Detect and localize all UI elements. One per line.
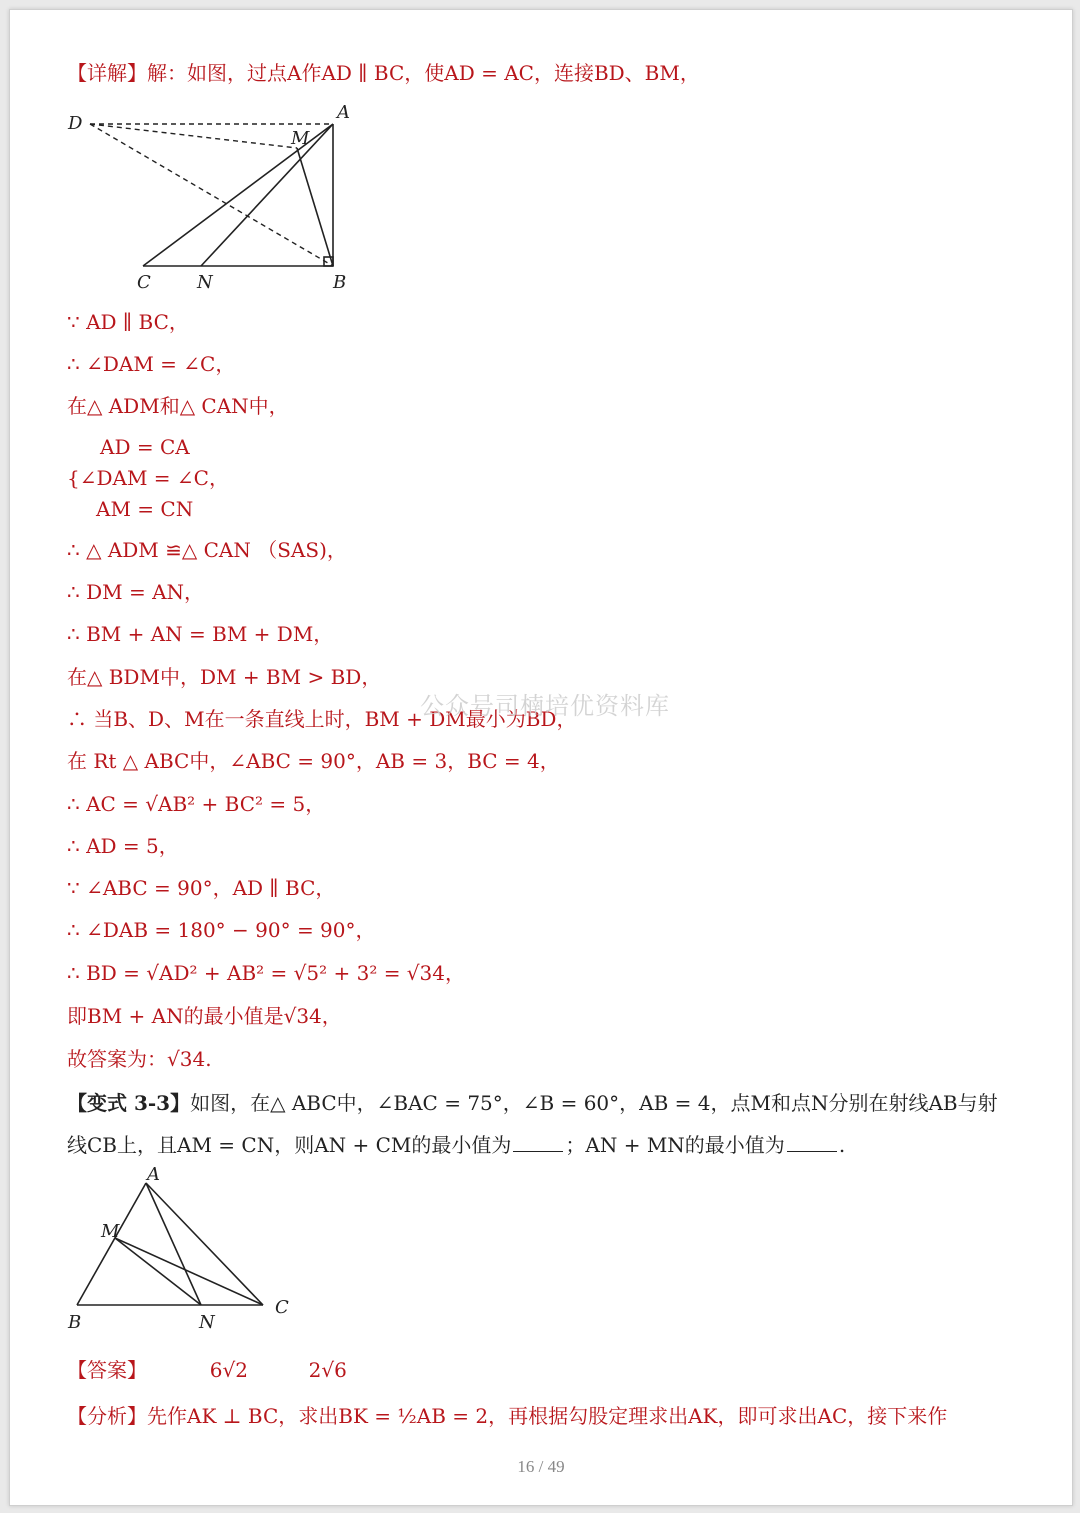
fig1-label-b: B bbox=[333, 272, 347, 293]
answer-tag: 【答案】 bbox=[67, 1358, 147, 1382]
line-6: ∴ △ ADM ≌△ CAN （SAS)， bbox=[67, 538, 347, 562]
document-page bbox=[9, 9, 1073, 1506]
variant-question-line-2 bbox=[67, 1132, 845, 1158]
fig2-label-c: C bbox=[275, 1297, 289, 1318]
line-4: 在△ ADM和△ CAN中， bbox=[67, 394, 289, 418]
answer-blank-2 bbox=[787, 1151, 837, 1152]
fig1-label-m: M bbox=[291, 128, 310, 149]
condition-2: {∠DAM = ∠C， bbox=[67, 466, 229, 490]
line-15: ∴ ∠DAB = 180° − 90° = 90°， bbox=[67, 918, 376, 942]
line-12: ∴ AC = √AB² + BC² = 5， bbox=[67, 792, 326, 816]
line-2: ∵ AD ∥ BC， bbox=[67, 310, 189, 334]
line-7: ∴ DM = AN， bbox=[67, 580, 205, 604]
watermark: 公众号司楠培优资料库 bbox=[420, 692, 670, 720]
variant-text-2b: ；AN + MN的最小值为 bbox=[565, 1133, 785, 1157]
fig2-label-n: N bbox=[199, 1312, 215, 1333]
page-number: 16 / 49 bbox=[517, 1457, 565, 1476]
line-17: 即BM + AN的最小值是√34， bbox=[67, 1004, 342, 1028]
variant-text-2a: 线CB上，且AM = CN，则AN + CM的最小值为 bbox=[67, 1133, 512, 1157]
fig2-label-a: A bbox=[147, 1165, 160, 1185]
fig1-label-a: A bbox=[337, 102, 350, 123]
variant-text-2c: . bbox=[838, 1133, 846, 1157]
line-11: 在 Rt △ ABC中，∠ABC = 90°，AB = 3，BC = 4， bbox=[67, 749, 560, 773]
line-8: ∴ BM + AN = BM + DM， bbox=[67, 622, 334, 646]
fig1-label-d: D bbox=[68, 113, 83, 134]
answer-line bbox=[67, 1357, 347, 1383]
fig1-label-c: C bbox=[137, 272, 151, 293]
variant-text-1: 如图，在△ ABC中，∠BAC = 75°，∠B = 60°，AB = 4，点M和点N分别在射线AB与射 bbox=[190, 1091, 998, 1115]
fig1-label-n: N bbox=[197, 272, 213, 293]
analysis-line: 【分析】先作AK ⊥ BC，求出BK = ½AB = 2，再根据勾股定理求出AK，即可求出AC，接下来作 bbox=[67, 1404, 948, 1428]
answer-blank-1 bbox=[513, 1151, 563, 1152]
line-18: 故答案为：√34. bbox=[67, 1047, 212, 1071]
variant-tag: 【变式 3-3】 bbox=[67, 1091, 191, 1115]
answer-1: 6√2 bbox=[209, 1358, 248, 1382]
variant-question-line-1 bbox=[67, 1090, 998, 1116]
line-14: ∵ ∠ABC = 90°，AD ∥ BC， bbox=[67, 876, 336, 900]
figure-1-diagram bbox=[65, 98, 365, 293]
solution-intro: 【详解】解：如图，过点A作AD ∥ BC，使AD = AC，连接BD、BM， bbox=[67, 61, 700, 85]
fig2-label-b: B bbox=[68, 1312, 82, 1333]
line-16: ∴ BD = √AD² + AB² = √5² + 3² = √34， bbox=[67, 961, 465, 985]
fig2-label-m: M bbox=[101, 1221, 120, 1242]
figure-2-diagram bbox=[65, 1165, 305, 1335]
answer-2: 2√6 bbox=[308, 1358, 347, 1382]
line-9: 在△ BDM中，DM + BM > BD， bbox=[67, 665, 382, 689]
condition-3: AM = CN bbox=[96, 497, 194, 521]
condition-1: AD = CA bbox=[100, 435, 190, 459]
line-3: ∴ ∠DAM = ∠C， bbox=[67, 352, 236, 376]
line-13: ∴ AD = 5， bbox=[67, 834, 179, 858]
line-10: ∴ 当B、D、M在一条直线上时，BM + DM最小为BD， bbox=[67, 707, 577, 731]
